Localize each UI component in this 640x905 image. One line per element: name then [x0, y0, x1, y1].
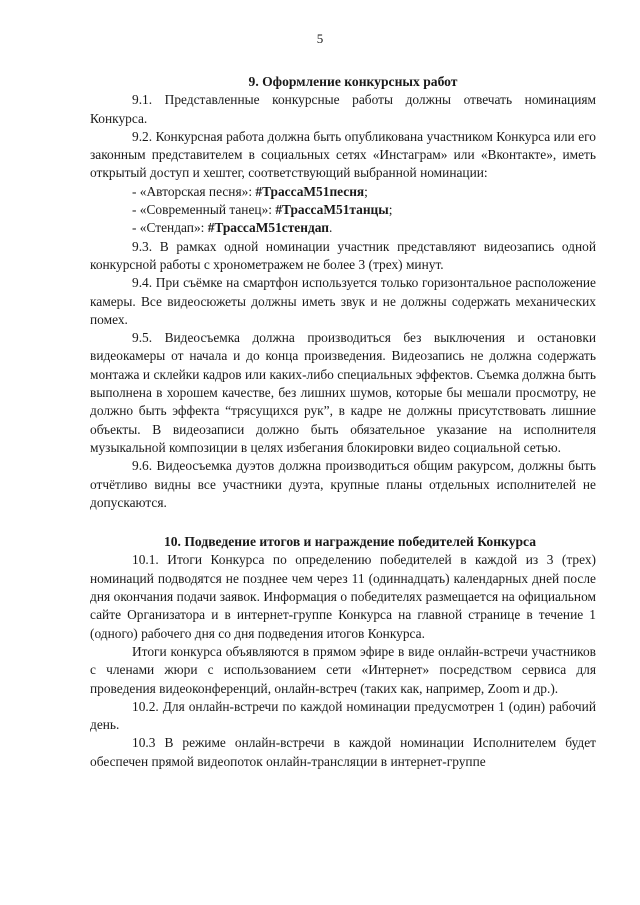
- hashtag-item-standup: - «Стендап»: #ТрассаМ51стендап.: [132, 220, 333, 236]
- hashtag-song: #ТрассаМ51песня: [255, 183, 365, 199]
- paragraph-9-1: 9.1. Представленные конкурсные работы должны отвечать номинациям Конкурса.: [90, 92, 596, 126]
- paragraph-9-6: 9.6. Видеосъемка дуэтов должна производиться общим ракурсом, должны быть отчётливо видны все участники дуэта, крупные планы отдельных исполнителей не допускаются.: [90, 458, 596, 510]
- section-9-title: 9. Оформление конкурсных работ: [248, 74, 458, 89]
- paragraph-9-2: 9.2. Конкурсная работа должна быть опубликована участником Конкурса или его законным представителем в социальных сетях «Инстаграм» или «Вконтакте», иметь открытый доступ и хештег, соответствующий выбранной номинации:: [90, 128, 596, 181]
- document-body: [90, 73, 596, 771]
- paragraph-9-5: 9.5. Видеосъемка должна производиться без выключения и остановки видеокамеры от начала и до конца произведения. Видеозапись не должна содержать монтажа и склейки кадров или каких-либо специальных эффектов. Съемка должна быть выполнена в хорошем качестве, без лишних шумов, которые бы мешали просмотру, не должно быть эффекта “трясущихся рук”, в кадре не должны присутствовать лишние объекты. В видеозаписи должно быть обязательное указание на исполнителя музыкальной композиции в целях избегания блокировки видео социальной сетью.: [90, 330, 596, 455]
- paragraph-9-4: 9.4. При съёмке на смартфон используется только горизонтальное расположение камеры. Все видеосюжеты должны иметь звук и не должны содержать механических помех.: [90, 275, 596, 327]
- paragraph-10-3: 10.3 В режиме онлайн-встречи в каждой номинации Исполнителем будет обеспечен прямой видеопоток онлайн-трансляции в интернет-группе: [90, 735, 596, 769]
- paragraph-10-2: 10.2. Для онлайн-встречи по каждой номинации предусмотрен 1 (один) рабочий день.: [90, 698, 596, 733]
- hashtag-item-dance: - «Современный танец»: #ТрассаМ51танцы;: [132, 202, 393, 218]
- hashtag-item-song: - «Авторская песня»: #ТрассаМ51песня;: [132, 183, 368, 199]
- paragraph-9-3: 9.3. В рамках одной номинации участник представляют видеозапись одной конкурсной работы с хронометражем не более 3 (трех) минут.: [90, 238, 596, 272]
- page-number: 5: [316, 31, 324, 46]
- hashtag-standup: #ТрассаМ51стендап: [207, 220, 329, 236]
- section-10-title: 10. Подведение итогов и награждение победителей Конкурса: [163, 534, 537, 550]
- paragraph-10-1: 10.1. Итоги Конкурса по определению победителей в каждой из 3 (трех) номинаций подводятся не позднее чем через 11 (одиннадцать) календарных дней после дня окончания подачи заявок. Информация о победителях размещается на официальном сайте Организатора и в интернет-группе Конкурса на главной странице в течение 1 (одного) рабочего дня со дня подведения итогов Конкурса.: [90, 552, 596, 641]
- paragraph-10-1-results: Итоги конкурса объявляются в прямом эфире в виде онлайн-встречи участников с членами жюри с использованием сети «Интернет» посредством сервиса для проведения видеоконференций, онлайн-встреч (таких как, например, Zoom и др.).: [90, 643, 596, 696]
- hashtag-dance: #ТрассаМ51танцы: [275, 202, 389, 218]
